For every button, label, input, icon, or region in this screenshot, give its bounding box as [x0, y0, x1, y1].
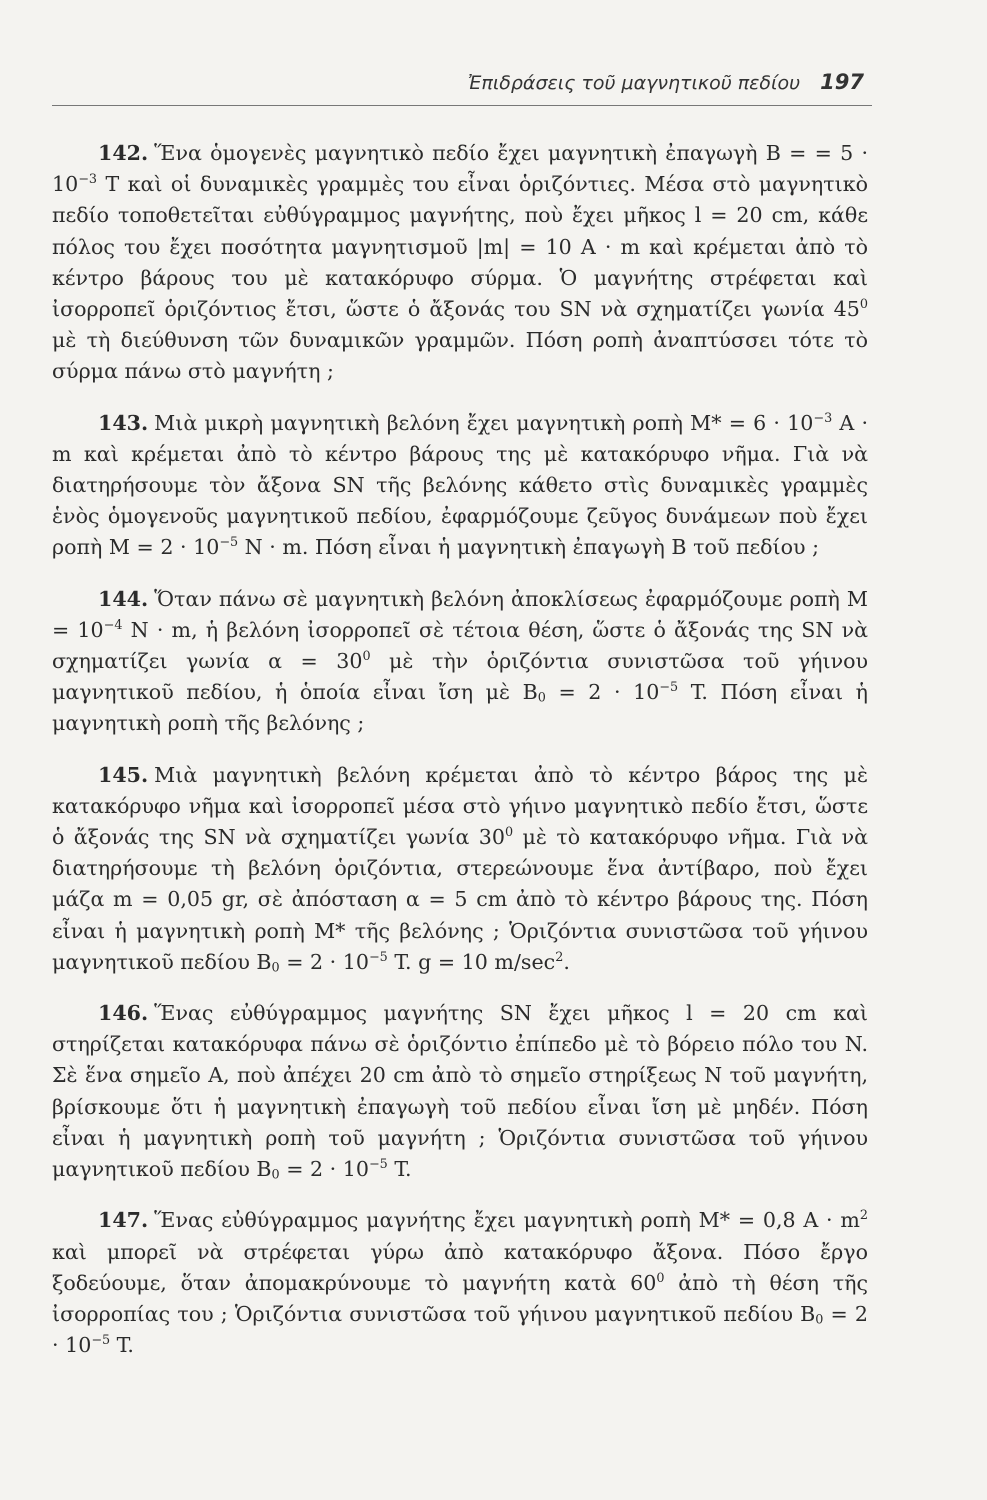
problem-number: 142.: [98, 141, 149, 165]
problem-text: T.: [110, 1333, 134, 1358]
superscript: −4: [103, 617, 123, 633]
problem-text: Ἕνας εὐθύγραμμος μαγνήτης SN ἔχει μῆκος l = 20 cm καὶ στηρίζεται κατακόρυφα πάνω σὲ ὁριζόντιο ἐπίπεδο μὲ τὸ βόρειο πόλο του N. Σὲ ἕνα σημεῖο A, ποὺ ἀπέχει 20 cm ἀπὸ τὸ σημεῖο στηρίξεως N τοῦ μαγνήτη, βρίσκουμε ὅτι ἡ μαγνητικὴ ἐπαγωγὴ τοῦ πεδίου εἶναι ἴση μὲ μηδέν. Πόση εἶναι ἡ μαγνητικὴ ροπὴ τοῦ μαγνήτη ; Ὁριζόντια συνιστῶσα τοῦ γήινου μαγνητικοῦ πεδίου B: [52, 1001, 868, 1182]
problem-number: 147.: [98, 1208, 149, 1233]
superscript: 0: [656, 1270, 665, 1286]
problem-text: = 2 · 10: [279, 1157, 369, 1182]
problem-text: Μιὰ μαγνητικὴ βελόνη κρέμεται ἀπὸ τὸ κέντρο βάρος της μὲ κατακόρυφο νῆμα καὶ ἰσορροπεῖ μέσα στὸ γήινο μαγνητικὸ πεδίο ἔτσι, ὥστε ὁ ἄξονάς της SN νὰ σχηματίζει γωνία 30: [52, 762, 868, 850]
problem-145: [52, 760, 868, 978]
superscript: 2: [555, 949, 564, 965]
problem-147: [52, 1205, 868, 1361]
problem-text: T. g = 10 m/sec: [387, 949, 556, 974]
superscript: 0: [859, 297, 868, 313]
subscript: 0: [271, 960, 280, 976]
problem-text: καὶ μπορεῖ νὰ στρέφεται γύρω ἀπὸ κατακόρυφο ἄξονα. Πόσο ἔργο ξοδεύουμε, ὅταν ἀπομακρύνουμε τὸ μαγνήτη κατὰ 60: [52, 1239, 868, 1295]
problem-text: = 2 · 10: [52, 1301, 868, 1358]
problem-143: [52, 408, 868, 564]
problem-list: [52, 138, 868, 1381]
problem-number: 144.: [98, 586, 149, 611]
problem-text: = 2 · 10: [279, 949, 369, 974]
problem-text: Ἕνα ὁμογενὲς μαγνητικὸ πεδίο ἔχει μαγνητικὴ ἐπαγωγὴ B = = 5 · 10: [52, 141, 868, 197]
header-rule: [52, 105, 872, 106]
problem-text: μὲ τὸ κατακόρυφο νῆμα. Γιὰ νὰ διατηρήσουμε τὴ βελόνη ὁριζόντια, στερεώνουμε ἕνα ἀντίβαρο, ποὺ ἔχει μάζα m = 0,05 gr, σὲ ἀπόσταση α = 5 cm ἀπὸ τὸ κέντρο βάρους της. Πόση εἶναι ἡ μαγνητικὴ ροπὴ M* τῆς βελόνης ; Ὁριζόντια συνιστῶσα τοῦ γήινου μαγνητικοῦ πεδίου B: [52, 825, 868, 974]
problem-text: A · m καὶ κρέμεται ἀπὸ τὸ κέντρο βάρους της μὲ κατακόρυφο νῆμα. Γιὰ νὰ διατηρήσουμε τὸν ἄξονα SN τῆς βελόνης κάθετο στὶς δυναμικὲς γραμμὲς ἑνὸς ὁμογενοῦς μαγνητικοῦ πεδίου, ἐφαρμόζουμε ζεῦγος δυνάμεων ποὺ ἔχει ροπὴ M = 2 · 10: [52, 410, 868, 560]
problem-text: T καὶ οἱ δυναμικὲς γραμμὲς του εἶναι ὁριζόντιες. Μέσα στὸ μαγνητικὸ πεδίο τοποθετεῖται εὐθύγραμμος μαγνήτης, ποὺ ἔχει μῆκος l = 20 cm, κάθε πόλος του ἔχει ποσότητα μαγνητισμοῦ |m| = 10 A · m καὶ κρέμεται ἀπὸ τὸ κέντρο βάρους του μὲ κατακόρυφο σύρμα. Ὁ μαγνήτης στρέφεται καὶ ἰσορροπεῖ ὁριζόντιος ἔτσι, ὥστε ὁ ἄξονάς του SN νὰ σχηματίζει γωνία 45: [52, 172, 868, 322]
problem-146: [52, 998, 868, 1185]
superscript: 2: [859, 1208, 868, 1224]
problem-text: Μιὰ μικρὴ μαγνητικὴ βελόνη ἔχει μαγνητικὴ ροπὴ M* = 6 · 10: [154, 410, 814, 435]
problem-text: N · m. Πόση εἶναι ἡ μαγνητικὴ ἐπαγωγὴ B τοῦ πεδίου ;: [238, 535, 820, 560]
superscript: −5: [219, 535, 239, 551]
superscript: −5: [368, 949, 388, 965]
problem-text: = 2 · 10: [545, 680, 660, 705]
superscript: 0: [362, 649, 371, 665]
problem-text: μὲ τὴν ὁριζόντια συνιστῶσα τοῦ γήινου μαγνητικοῦ πεδίου, ἡ ὁποία εἶναι ἴση μὲ B: [52, 649, 869, 705]
problem-text: T.: [387, 1157, 412, 1182]
problem-text: ἀπὸ τὴ θέση τῆς ἰσορροπίας του ; Ὁριζόντια συνιστῶσα τοῦ γήινου μαγνητικοῦ πεδίου B: [52, 1270, 869, 1326]
superscript: −5: [659, 680, 679, 696]
subscript: 0: [815, 1312, 824, 1328]
problem-text: Ἕνας εὐθύγραμμος μαγνήτης ἔχει μαγνητικὴ ροπὴ M* = 0,8 A · m: [154, 1208, 860, 1233]
superscript: −5: [368, 1157, 388, 1173]
problem-text: T. Πόση εἶναι ἡ μαγνητικὴ ροπὴ τῆς βελόνης ;: [52, 680, 868, 736]
problem-142: [52, 138, 868, 388]
problem-number: 146.: [98, 1001, 149, 1026]
problem-text: .: [563, 949, 570, 974]
superscript: −5: [91, 1333, 111, 1349]
superscript: 0: [505, 825, 514, 841]
problem-text: N · m, ἡ βελόνη ἰσορροπεῖ σὲ τέτοια θέση, ὥστε ὁ ἄξονάς της SN νὰ σχηματίζει γωνία α = 30: [52, 617, 868, 674]
superscript: −3: [813, 410, 833, 426]
problem-number: 143.: [98, 410, 149, 435]
superscript: −3: [78, 172, 98, 188]
problem-number: 145.: [98, 762, 149, 787]
subscript: 0: [537, 690, 546, 706]
problem-text: μὲ τὴ διεύθυνση τῶν δυναμικῶν γραμμῶν. Πόση ροπὴ ἀναπτύσσει τότε τὸ σύρμα πάνω στὸ μαγνήτη ;: [52, 328, 868, 384]
problem-144: [52, 584, 868, 740]
page-number: 197: [820, 70, 864, 94]
running-header: [52, 70, 864, 94]
problem-text: Ὅταν πάνω σὲ μαγνητικὴ βελόνη ἀποκλίσεως ἐφαρμόζουμε ροπὴ M = 10: [52, 586, 868, 642]
subscript: 0: [271, 1167, 280, 1183]
running-title: Ἐπιδράσεις τοῦ μαγνητικοῦ πεδίου: [467, 72, 801, 94]
